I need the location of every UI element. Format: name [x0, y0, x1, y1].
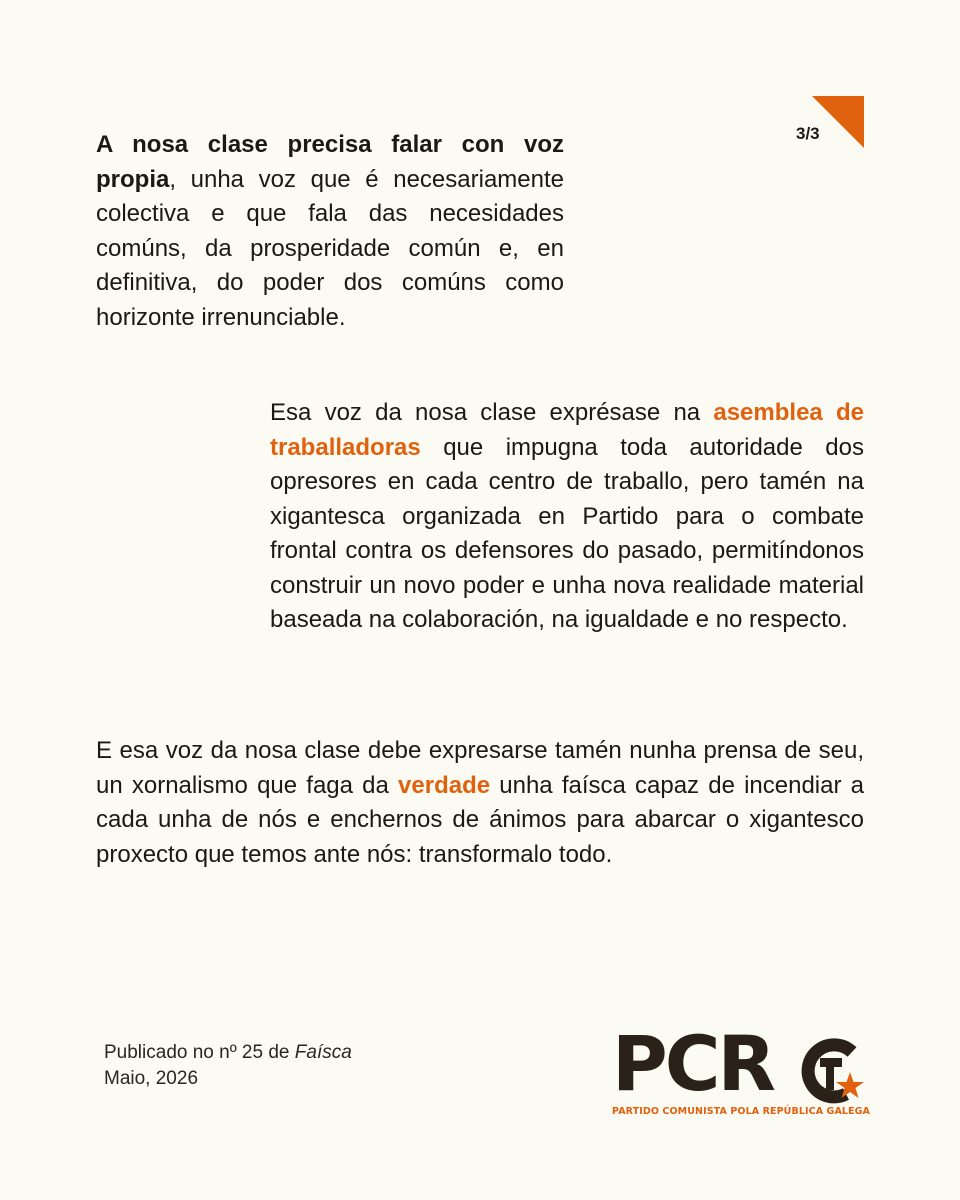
logo-caption: PARTIDO COMUNISTA POLA REPÚBLICA GALEGA [612, 1106, 870, 1117]
press-text-before: E esa voz da nosa clase debe expresarse tamén nunha prensa de seu, un xornalismo que faga da [96, 737, 864, 799]
paragraph-assembly [270, 396, 864, 638]
corner-triangle-icon [812, 96, 864, 148]
intro-text: , unha voz que é necesariamente colectiva e que fala das necesidades comúns, da prosperidade común e, en definitiva, do poder dos comúns como horizonte irrenunciable. [96, 165, 564, 331]
publication-line [104, 1040, 352, 1066]
page-number: 3/3 [796, 124, 820, 143]
publication-prefix: Publicado no nº 25 de [104, 1042, 295, 1063]
publication-date: Maio, 2026 [104, 1068, 199, 1089]
publication-note [104, 1040, 352, 1092]
assembly-text-before: Esa voz da nosa clase exprésase na [270, 399, 714, 426]
intro-bold-text: A nosa clase precisa falar con voz propia [96, 131, 564, 193]
press-text-after: unha faísca capaz de incendiar a cada unha de nós e enchernos de ánimos para abarcar o xigantesco proxecto que temos ante nós: transformalo todo. [96, 771, 864, 868]
press-highlight: verdade [398, 771, 491, 799]
publication-title: Faísca [294, 1042, 352, 1063]
party-logo [612, 1019, 870, 1122]
paragraph-intro [96, 128, 564, 335]
assembly-text-after: que impugna toda autoridade dos opresores en cada centro de traballo, pero tamén na xigantesca organizada en Partido para o combate frontal contra os defensores do pasado, permitíndonos construir un novo poder e unha nova realidade material baseada na colaboración, na igualdade e no respecto. [270, 433, 864, 633]
hammer-sickle-star-icon [796, 1034, 868, 1106]
logo-letters: PCR [612, 1019, 773, 1108]
paragraph-press [96, 734, 864, 872]
assembly-highlight: asemblea de traballadoras [270, 399, 864, 461]
